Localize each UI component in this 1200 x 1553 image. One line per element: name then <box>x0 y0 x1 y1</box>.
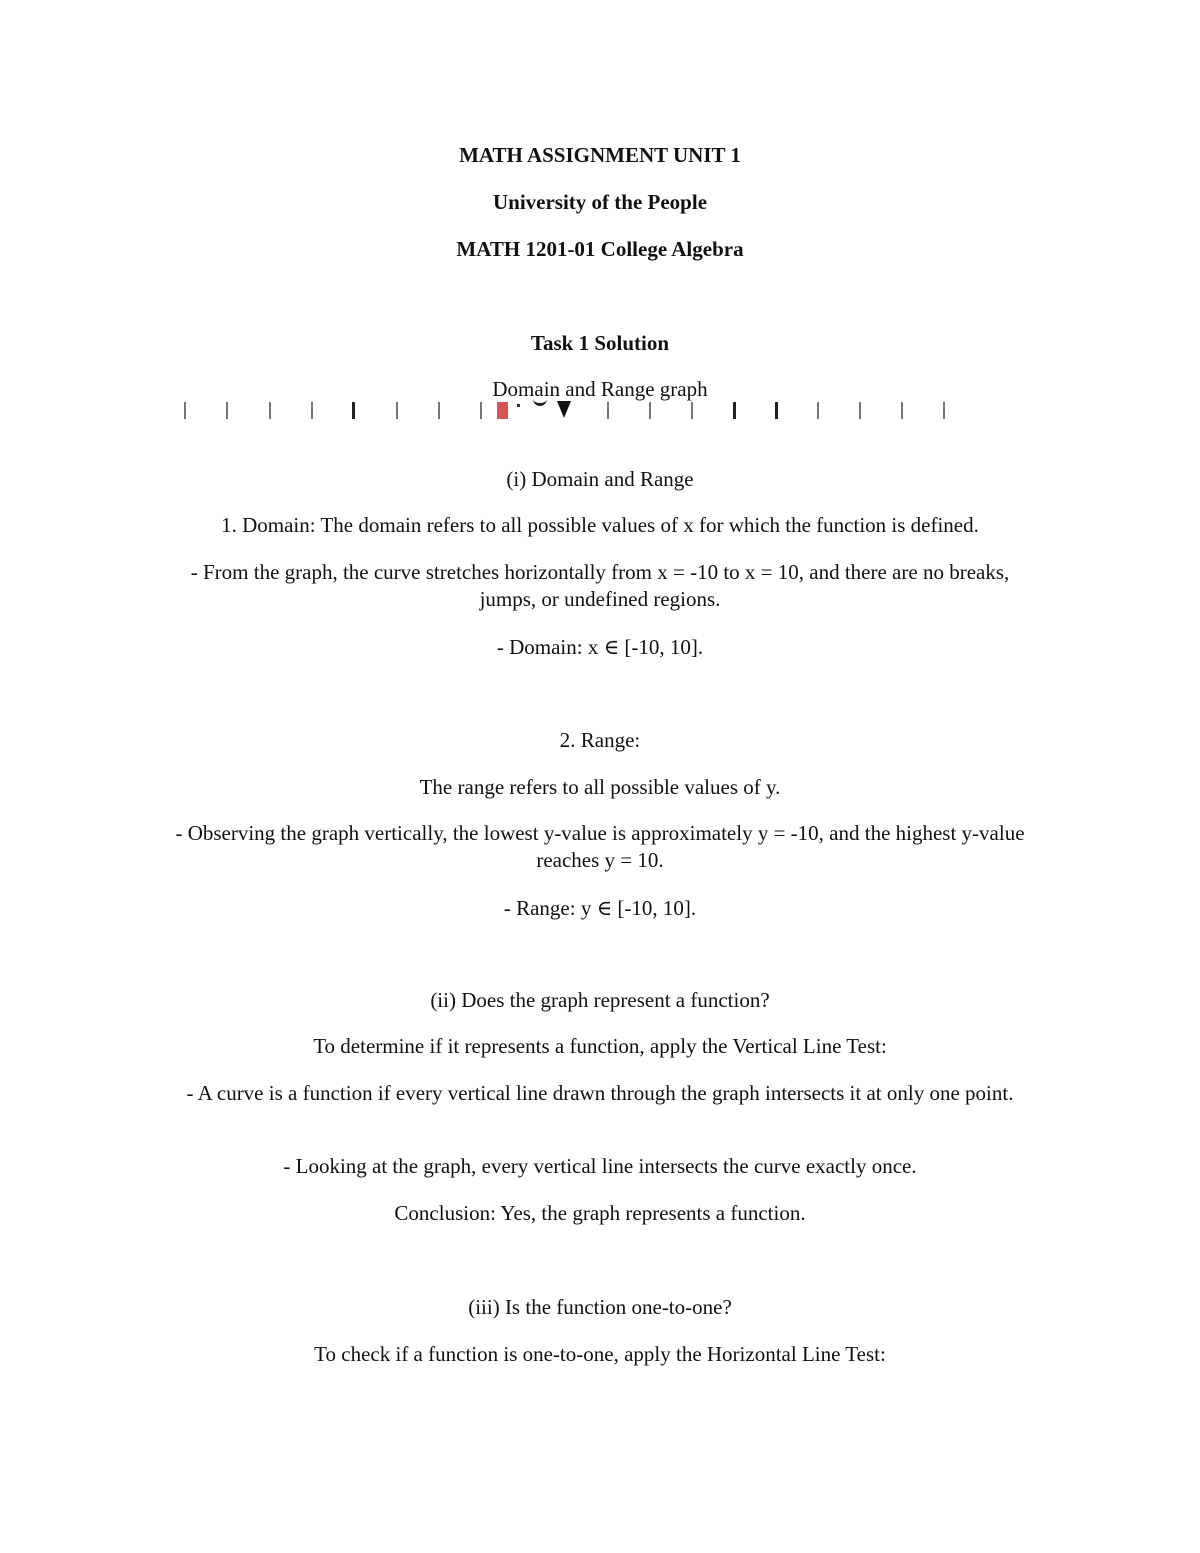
graph-tick <box>184 402 186 419</box>
university-name: University of the People <box>492 190 708 214</box>
graph-tick <box>226 402 228 419</box>
graph-red-marker <box>497 402 508 419</box>
vertical-line-test-intro: To determine if it represents a function, apply the Vertical Line Test: <box>313 1034 887 1058</box>
graph-tick <box>480 402 482 419</box>
graph-render-artifact <box>0 398 1200 424</box>
graph-tick <box>901 402 903 419</box>
graph-tick <box>817 402 819 419</box>
task-heading: Task 1 Solution <box>530 331 670 355</box>
section-function-heading: (ii) Does the graph represent a function? <box>430 988 770 1012</box>
graph-arc <box>533 398 547 406</box>
section-domain-range-heading: (i) Domain and Range <box>506 467 694 491</box>
graph-tick <box>607 402 609 419</box>
graph-tick <box>396 402 398 419</box>
graph-tick <box>438 402 440 419</box>
graph-tick <box>269 402 271 419</box>
domain-observation: - From the graph, the curve stretches horizontally from x = -10 to x = 10, and there are no breaks, jumps, or undefined regions. <box>190 560 1010 611</box>
vertical-line-test-observation: - Looking at the graph, every vertical line intersects the curve exactly once. <box>283 1154 917 1178</box>
range-result: - Range: y ∈ [-10, 10]. <box>503 896 697 920</box>
section-one-to-one-heading: (iii) Is the function one-to-one? <box>468 1295 732 1319</box>
range-definition: The range refers to all possible values of y. <box>419 775 781 799</box>
function-conclusion: Conclusion: Yes, the graph represents a function. <box>394 1201 806 1225</box>
course-name: MATH 1201-01 College Algebra <box>456 237 744 261</box>
document-title: MATH ASSIGNMENT UNIT 1 <box>459 143 741 167</box>
horizontal-line-test-intro: To check if a function is one-to-one, apply the Horizontal Line Test: <box>314 1342 886 1366</box>
domain-result: - Domain: x ∈ [-10, 10]. <box>496 635 704 659</box>
graph-dot <box>517 404 520 407</box>
range-observation: - Observing the graph vertically, the lowest y-value is approximately y = -10, and the highest y-value reaches y = 10. <box>175 821 1025 872</box>
graph-tick <box>691 402 693 419</box>
graph-triangle-marker <box>557 401 571 418</box>
graph-tick <box>859 402 861 419</box>
graph-tick <box>352 402 355 419</box>
domain-definition: 1. Domain: The domain refers to all possible values of x for which the function is defined. <box>221 513 979 537</box>
vertical-line-test-rule: - A curve is a function if every vertical line drawn through the graph intersects it at only one point. <box>186 1081 1014 1105</box>
graph-tick <box>775 402 778 419</box>
graph-tick <box>649 402 651 419</box>
graph-caption: Domain and Range graph <box>492 377 708 401</box>
graph-tick <box>733 402 736 419</box>
range-heading: 2. Range: <box>559 728 641 752</box>
graph-tick <box>943 402 945 419</box>
graph-tick <box>311 402 313 419</box>
